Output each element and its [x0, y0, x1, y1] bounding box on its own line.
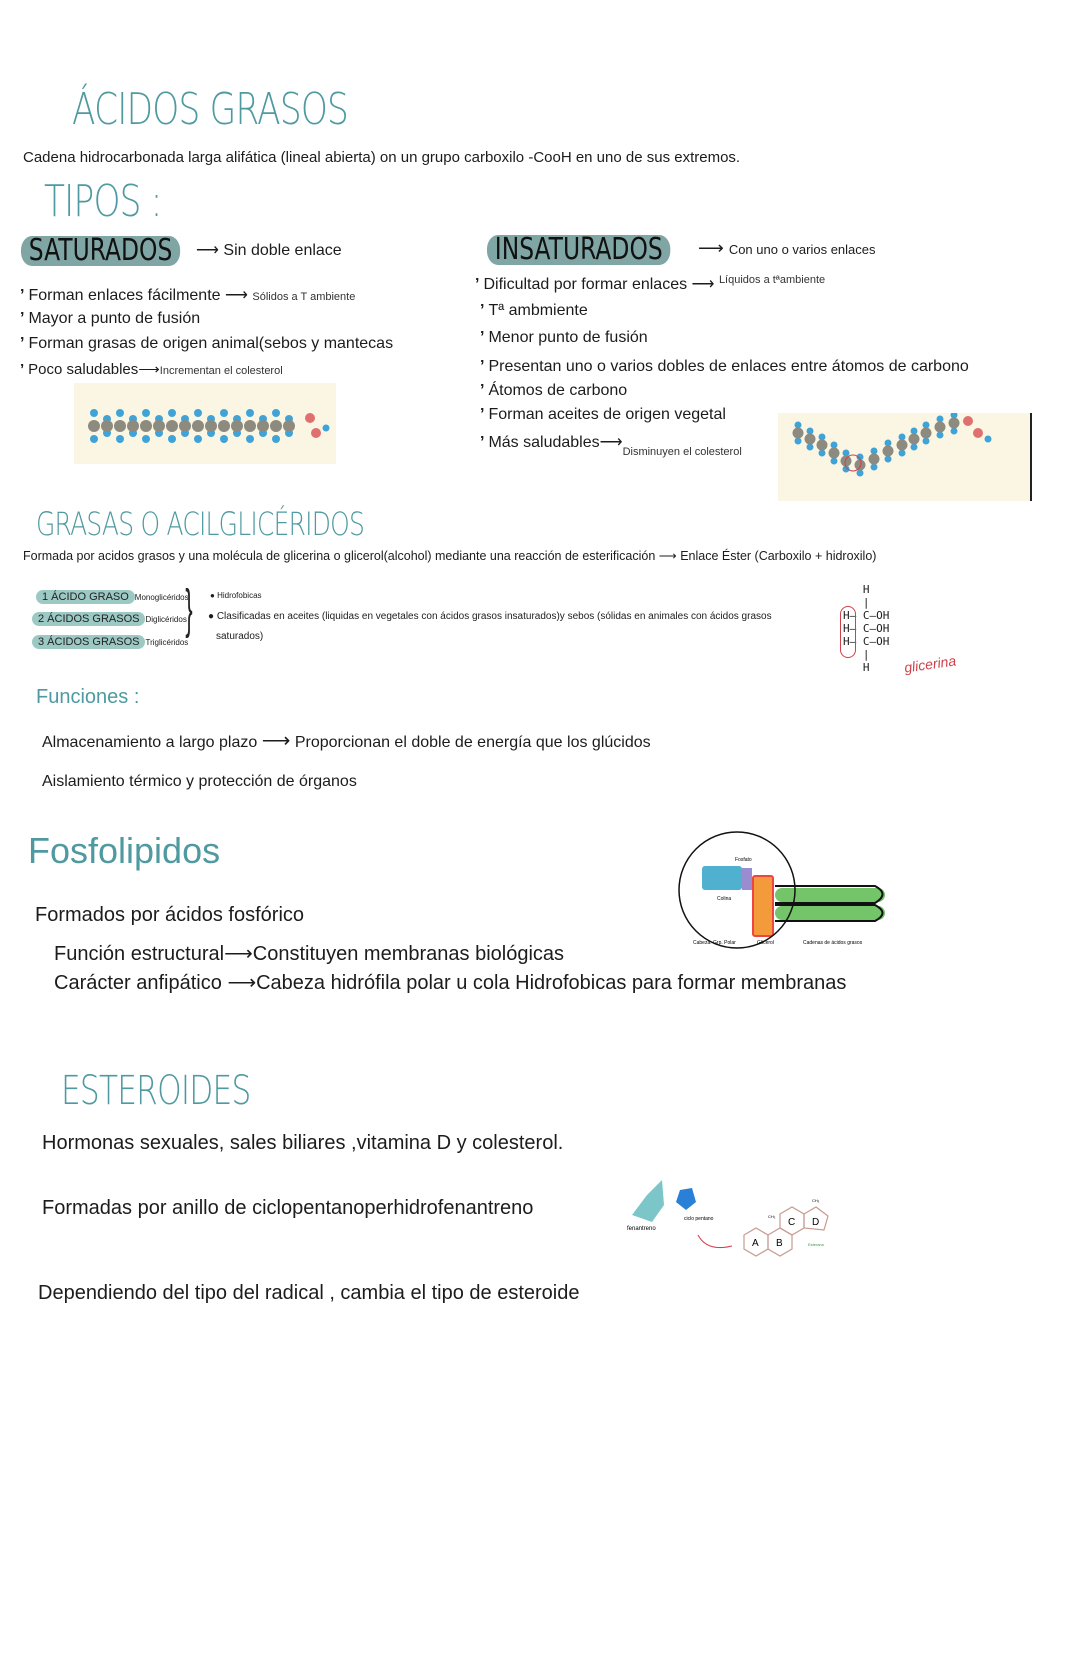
atom — [807, 428, 814, 435]
atom — [923, 422, 930, 429]
fosfato-label: Fosfato — [735, 857, 752, 863]
steroid-diagram — [622, 1160, 862, 1260]
atom — [272, 409, 280, 417]
section-title-fosfolipidos: Fosfolipidos — [28, 830, 221, 871]
atom — [911, 444, 918, 451]
atom — [885, 456, 892, 463]
atom — [272, 435, 280, 443]
atom — [869, 454, 880, 465]
arrow-icon: ⟶ — [658, 549, 677, 563]
ch3-label: CH₃ — [768, 1214, 776, 1219]
list-item: ’ Átomos de carbono — [480, 382, 627, 400]
list-item: ’ Presentan uno o varios dobles de enlaces entre átomos de carbono — [480, 358, 969, 376]
atom — [841, 456, 852, 467]
type-row: 3 ÁCIDOS GRASOS Triglicéridos — [32, 632, 188, 650]
ring-a: A — [752, 1238, 759, 1249]
arrow-icon: ⟶ — [224, 943, 253, 965]
cadenas-label: Cadenas de ácidos grasos — [803, 940, 863, 946]
atom — [283, 420, 295, 432]
glycerol-structure: H | H— C—OH H— C—OH H— C—OH | H — [843, 583, 890, 674]
esteroide-line: Hormonas sexuales, sales biliares ,vitamina D y colesterol. — [42, 1132, 564, 1154]
saturados-pill: SATURADOS — [21, 236, 180, 266]
grasas-definition: Formada por acidos grasos y una molécula de glicerina o glicerol(alcohol) mediante una reacción de esterificación ⟶ Enlace Éster (Carboxilo + hidroxilo) — [23, 549, 877, 563]
list-item: ’ Dificultad por formar enlaces ⟶ $^{Líquidos a tªambiente}$ — [475, 274, 825, 294]
atom — [829, 448, 840, 459]
ch3-label: CH₃ — [812, 1198, 820, 1203]
glicerol-label: Glicerol — [757, 940, 774, 946]
ring-c: C — [788, 1217, 796, 1228]
acidos-definition: Cadena hidrocarbonada larga alifática (lineal abierta) on un grupo carboxilo -CooH en uno de sus extremos. — [23, 149, 741, 166]
arrow-icon: ⟶ — [227, 972, 257, 994]
atom — [805, 434, 816, 445]
atom — [831, 442, 838, 449]
atom — [153, 420, 165, 432]
prop-item: ● Clasificadas en aceites (liquidas en vegetales con ácidos grasos insaturados)y sebos (sólidas en animales con ácidos grasos — [208, 611, 772, 622]
atom — [90, 409, 98, 417]
list-item: ’ Forman grasas de origen animal(sebos y mantecas — [20, 335, 393, 353]
atom — [819, 450, 826, 457]
atom — [793, 428, 804, 439]
atom — [937, 432, 944, 439]
atom — [795, 422, 802, 429]
ring-b: B — [776, 1238, 783, 1249]
list-item: ’ Mayor a punto de fusión — [20, 310, 200, 328]
type-row: 2 ÁCIDOS GRASOS Diglicéridos — [32, 609, 187, 627]
esteroide-line: Formadas por anillo de ciclopentanoperhidrofenantreno — [42, 1197, 534, 1219]
atom — [90, 435, 98, 443]
atom — [911, 428, 918, 435]
atom — [831, 458, 838, 465]
atom — [142, 435, 150, 443]
atom — [807, 444, 814, 451]
arrow-icon: ⟶ — [261, 730, 291, 752]
atom — [116, 435, 124, 443]
fosfo-line: Formados por ácidos fosfórico — [35, 904, 305, 926]
atom — [127, 420, 139, 432]
atom — [899, 434, 906, 441]
atom — [220, 435, 228, 443]
atom — [218, 420, 230, 432]
unsaturated-molecule-image — [778, 413, 1033, 501]
atom — [257, 420, 269, 432]
cabeza-label: Cabeza: Grp. Polar — [693, 940, 736, 946]
atom — [909, 434, 920, 445]
atom — [244, 420, 256, 432]
atom — [166, 420, 178, 432]
fosfo-line: Función estructural⟶Constituyen membranas biológicas — [54, 943, 565, 965]
prop-item: ● Hidrofobicas — [210, 591, 262, 600]
arrow-icon: ⟶ — [698, 238, 729, 258]
atom — [795, 438, 802, 445]
atom — [194, 409, 202, 417]
arrow-icon: ⟶ — [599, 434, 623, 451]
funciones-title: Funciones : — [36, 686, 140, 708]
esterano-label: Esterano — [808, 1242, 825, 1247]
insaturados-pill: INSATURADOS — [487, 235, 671, 265]
atom — [116, 409, 124, 417]
atom — [857, 470, 864, 477]
arrow-icon: ⟶ — [691, 276, 715, 293]
atom — [194, 435, 202, 443]
list-item: ’ Más $saludables⟶_{Disminuyen el colesterol}$ — [480, 432, 742, 452]
atom — [963, 416, 973, 426]
atom — [168, 409, 176, 417]
atom — [819, 434, 826, 441]
note-text: Sin doble enlace — [223, 242, 342, 259]
atom — [270, 420, 282, 432]
atom — [899, 450, 906, 457]
atom — [231, 420, 243, 432]
brace-icon: } — [185, 579, 193, 639]
ring-d: D — [812, 1217, 820, 1228]
list-item: ’ Forman aceites de origen vegetal — [480, 406, 726, 424]
atom — [168, 435, 176, 443]
atom — [192, 420, 204, 432]
list-item: ’ Poco saludables⟶Incrementan el colesterol — [20, 360, 283, 378]
funcion-item: Aislamiento térmico y protección de órganos — [42, 773, 357, 790]
esteroide-line: Dependiendo del tipo del radical , cambia el tipo de esteroide — [38, 1282, 580, 1304]
atom — [88, 420, 100, 432]
saturated-molecule-image — [74, 383, 336, 464]
saturados-note — [196, 240, 342, 260]
atom — [855, 460, 866, 471]
atom — [140, 420, 152, 432]
atom — [985, 436, 992, 443]
section-title-esteroides: ESTEROIDES — [61, 1068, 251, 1114]
atom — [883, 446, 894, 457]
atom — [220, 409, 228, 417]
atom — [323, 425, 330, 432]
atom — [246, 409, 254, 417]
atom — [897, 440, 908, 451]
atom — [885, 440, 892, 447]
prop-item: saturados) — [216, 631, 264, 642]
atom — [871, 448, 878, 455]
arrow-icon: ⟶ — [138, 361, 160, 378]
list-item: ’ Menor punto de fusión — [480, 329, 648, 347]
tipos-title: TIPOS : — [44, 176, 162, 227]
ciclopentano-label: ciclo pentano — [684, 1216, 714, 1222]
atom — [142, 409, 150, 417]
arrow-icon: ⟶ — [225, 287, 248, 304]
atom — [921, 428, 932, 439]
atom — [101, 420, 113, 432]
atom — [311, 428, 321, 438]
atom — [114, 420, 126, 432]
atom — [951, 428, 958, 435]
atom — [949, 418, 960, 429]
phospholipid-diagram — [675, 828, 890, 958]
glicerina-label: glicerina — [903, 652, 958, 676]
atom — [923, 438, 930, 445]
atom — [935, 422, 946, 433]
insaturados-note: ⟶ Con uno o varios enlaces — [698, 238, 876, 258]
atom — [179, 420, 191, 432]
list-item: ’ Tª ambmiente — [480, 302, 588, 320]
section-title-grasas: GRASAS O ACILGLICÉRIDOS — [36, 505, 365, 543]
atom — [871, 464, 878, 471]
colina-label: Colina — [717, 896, 732, 902]
fenantreno-label: fenantreno — [627, 1226, 656, 1232]
type-row: 1 ÁCIDO GRASO Monoglicéridos — [36, 587, 189, 605]
atom — [817, 440, 828, 451]
highlight-circle — [840, 606, 856, 658]
arrow-icon: ⟶ — [196, 242, 224, 259]
atom — [246, 435, 254, 443]
atom — [973, 428, 983, 438]
atom — [205, 420, 217, 432]
section-title-acidos: ÁCIDOS GRASOS — [72, 84, 349, 135]
fosfo-line: Carácter anfipático ⟶Cabeza hidrófila polar u cola Hidrofobicas para formar membranas — [54, 972, 847, 994]
atom — [843, 450, 850, 457]
atom — [937, 416, 944, 423]
atom — [305, 413, 315, 423]
funcion-item: Almacenamiento a largo plazo ⟶ Proporcionan el doble de energía que los glúcidos — [42, 730, 651, 752]
list-item: ’ Forman enlaces fácilmente ⟶ Sólidos a T ambiente — [20, 285, 355, 305]
